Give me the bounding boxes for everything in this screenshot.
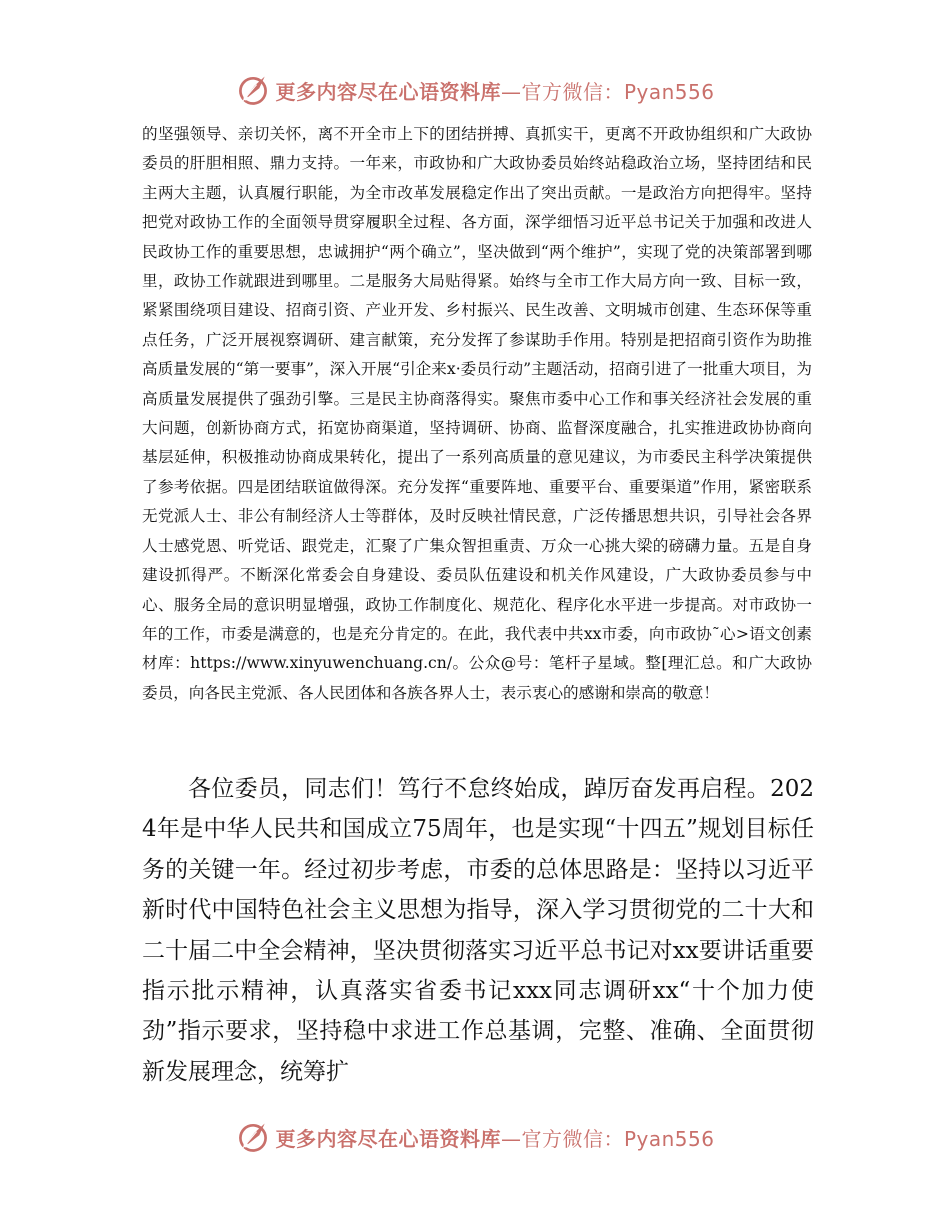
quill-logo-icon: [235, 72, 271, 108]
body-text-small: [142, 120, 812, 708]
paragraph: 的坚强领导、亲切关怀，离不开全市上下的团结拼搏、真抓实干，更离不开政协组织和广大政协委员的肝胆相照、鼎力支持。一年来，市政协和广大政协委员始终站稳政治立场，坚持团结和民主两大主题，认真履行职能，为全市改革发展稳定作出了突出贡献。一是政治方向把得牢。坚持把党对政协工作的全面领导贯穿履职全过程、各方面，深学细悟习近平总书记关于加强和改进人民政协工作的重要思想，忠诚拥护“两个确立”，坚决做到“两个维护”，实现了党的决策部署到哪里，政协工作就跟进到哪里。二是服务大局贴得紧。始终与全市工作大局方向一致、目标一致，紧紧围绕项目建设、招商引资、产业开发、乡村振兴、民生改善、文明城市创建、生态环保等重点任务，广泛开展视察调研、建言献策，充分发挥了参谋助手作用。特别是把招商引资作为助推高质量发展的“第一要事”，深入开展“引企来x·委员行动”主题活动，招商引进了一批重大项目，为高质量发展提供了强劲引擎。三是民主协商落得实。聚焦市委中心工作和事关经济社会发展的重大问题，创新协商方式，拓宽协商渠道，坚持调研、协商、监督深度融合，扎实推进政协协商向基层延伸，积极推动协商成果转化，提出了一系列高质量的意见建议，为市委民主科学决策提供了参考依据。四是团结联谊做得深。充分发挥“重要阵地、重要平台、重要渠道”作用，紧密联系无党派人士、非公有制经济人士等群体，及时反映社情民意，广泛传播思想共识，引导社会各界人士感党恩、听党话、跟党走，汇聚了广集众智担重责、万众一心挑大梁的磅礴力量。五是自身建设抓得严。不断深化常委会自身建设、委员队伍建设和机关作风建设，广大政协委员参与中心、服务全局的意识明显增强，政协工作制度化、规范化、程序化水平进一步提高。对市政协一年的工作，市委是满意的，也是充分肯定的。在此，我代表中共xx市委，向市政协˜心>语文创素材库：https://www.xinyuwenchuang.cn/。公众@号：笔杆子星域。整[理汇总。和广大政协委员，向各民主党派、各人民团体和各族各界人士，表示衷心的感谢和崇高的敬意！: [142, 125, 812, 702]
header-banner: [0, 68, 950, 112]
banner-wechat: —官方微信：Pyan556: [500, 79, 715, 104]
banner-wechat: —官方微信：Pyan556: [500, 1126, 715, 1151]
quill-logo-icon: [235, 1119, 271, 1155]
footer-banner: [0, 1115, 950, 1159]
paragraph: 各位委员，同志们！笃行不怠终始成，踔厉奋发再启程。2024年是中华人民共和国成立75周年，也是实现“十四五”规划目标任务的关键一年。经过初步考虑，市委的总体思路是：坚持以习近平新时代中国特色社会主义思想为指导，深入学习贯彻党的二十大和二十届二中全会精神，坚决贯彻落实习近平总书记对xx要讲话重要指示批示精神，认真落实省委书记xxx同志调研xx“十个加力使劲”指示要求，坚持稳中求进工作总基调，完整、准确、全面贯彻新发展理念，统筹扩: [142, 776, 814, 1085]
banner-title: 更多内容尽在心语资料库: [275, 1126, 501, 1151]
body-text-large: [142, 769, 814, 1092]
banner-title: 更多内容尽在心语资料库: [275, 79, 501, 104]
